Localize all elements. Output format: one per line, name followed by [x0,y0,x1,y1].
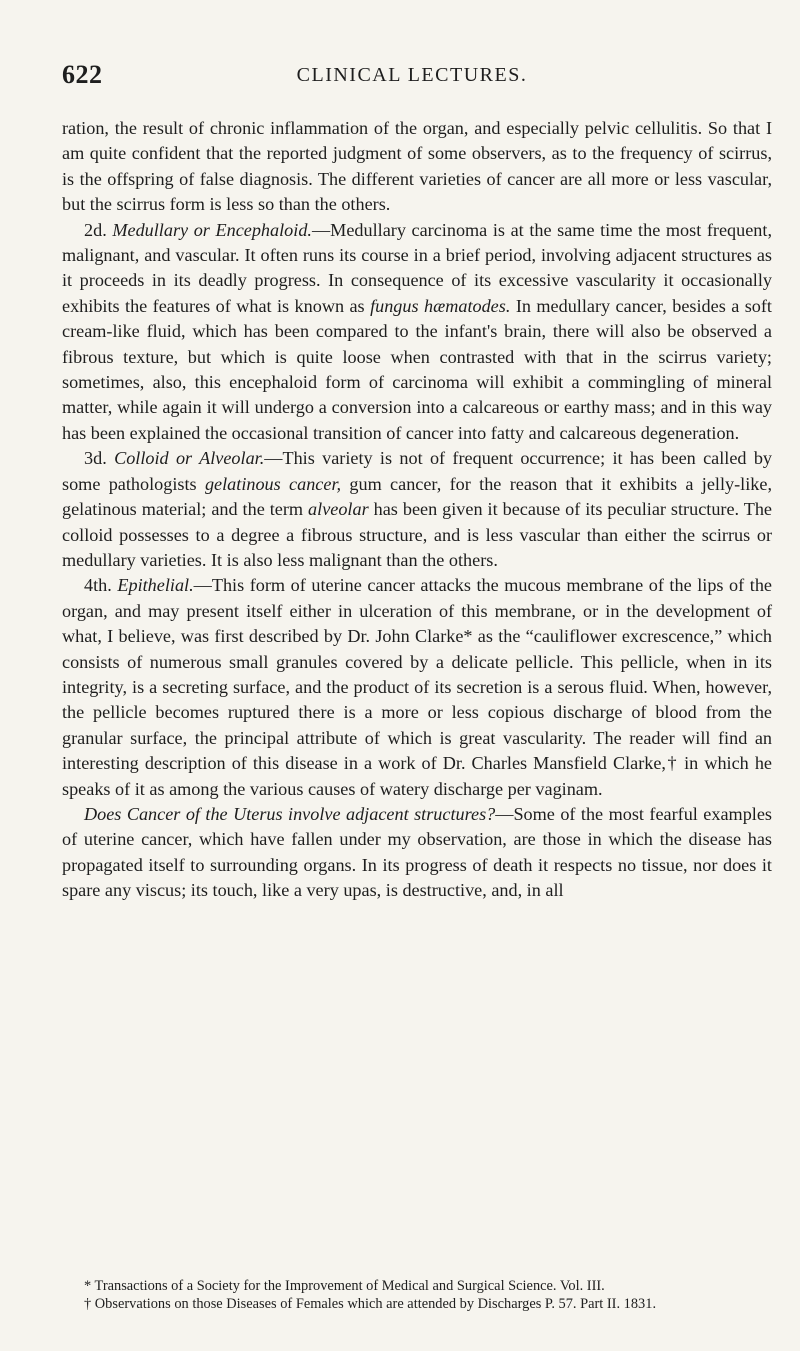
italic-term: alveolar [308,499,369,520]
section-heading: Epithelial. [117,575,194,596]
paragraph-text: gum cancer, for the reason that it exhibits a jelly-like, gelatinous material; and the term [62,473,773,520]
paragraph-text: —Medullary carcinoma is at the same time the most frequent, malignant, and vascular. It often runs its course in a brief period, involving adjacent structures as it proceeds in its deadly progress. In consequence of its excessive vascularity it occasionally exhibits the features of what is known as [62,219,773,316]
page-number: 622 [62,60,103,89]
paragraph-adjacent-structures [62,802,772,904]
section-number: 2d. [84,219,113,240]
footnotes [62,1278,774,1313]
section-heading: Medullary or Encephaloid. [112,219,312,240]
page-header [62,60,762,94]
section-heading: Colloid or Alveolar. [114,448,265,469]
paragraph-continuation: ration, the result of chronic inflammation of the organ, and especially pelvic cellulitis. So that I am quite confident that the reported judgment of some observers, as to the frequency of scirrus, is the offspring of false diagnosis. The different varieties of cancer are all more or less vascular, but the scirrus form is less so than the others. [62,118,772,215]
section-number: 4th. [84,575,118,596]
paragraph-medullary [62,218,772,447]
paragraph-text: has been given it because of its peculiar structure. The colloid possesses to a degree a fibrous structure, and is less vascular than either the scirrus or medullary varieties. It is also less malignant than the others. [62,499,773,570]
footnote-1: * Transactions of a Society for the Improvement of Medical and Surgical Science. Vol. III. [84,1278,605,1294]
body-text [62,116,772,904]
paragraph-text: —This form of uterine cancer attacks the mucous membrane of the lips of the organ, and may present itself either in ulceration of this membrane, or in the development of what, I believe, was first described by Dr. John Clarke* as the “cauliflower excrescence,” which consists of numerous small granules covered by a delicate pellicle. This pellicle, when in its integrity, is a secreting surface, and the product of its secretion is a serous fluid. When, however, the pellicle becomes ruptured there is a more or less copious discharge of blood from the granular surface, the principal attribute of which is great vascularity. The reader will find an interesting description of this disease in a work of Dr. Charles Mansfield Clarke,† in which he speaks of it as among the various causes of watery discharge per vaginam. [62,575,772,799]
section-number: 3d. [84,448,115,469]
paragraph-epithelial [62,573,772,802]
italic-term: gelatinous cancer, [204,473,342,494]
footnote-2: † Observations on those Diseases of Females which are attended by Discharges P. 57. Part II. 1831. [84,1295,657,1312]
paragraph-text: —This variety is not of frequent occurrence; it has been called by some pathologists [62,448,773,494]
italic-term: fungus hæmatodes. [370,295,511,316]
running-head: CLINICAL LECTURES. [296,64,528,86]
paragraph-text: —Some of the most fearful examples of uterine cancer, which have fallen under my observation, are those in which the disease has propagated itself to surrounding organs. In its progress of death it respects no tissue, nor does it spare any viscus; its touch, like a very upas, is destructive, and, in all [62,803,772,901]
paragraph-text: In medullary cancer, besides a soft cream-like fluid, which has been compared to the infant's brain, there will also be observed a fibrous texture, but which is quite loose when contrasted with that in the scirrus variety; sometimes, also, this encephaloid form of carcinoma will exhibit a commingling of mineral matter, while again it will undergo a conversion into a calcareous or earthy mass; and in this way has been explained the occasional transition of cancer into fatty and calcareous degeneration. [62,295,772,443]
paragraph-colloid [62,446,772,573]
section-heading: Does Cancer of the Uterus involve adjacent structures? [84,803,496,824]
